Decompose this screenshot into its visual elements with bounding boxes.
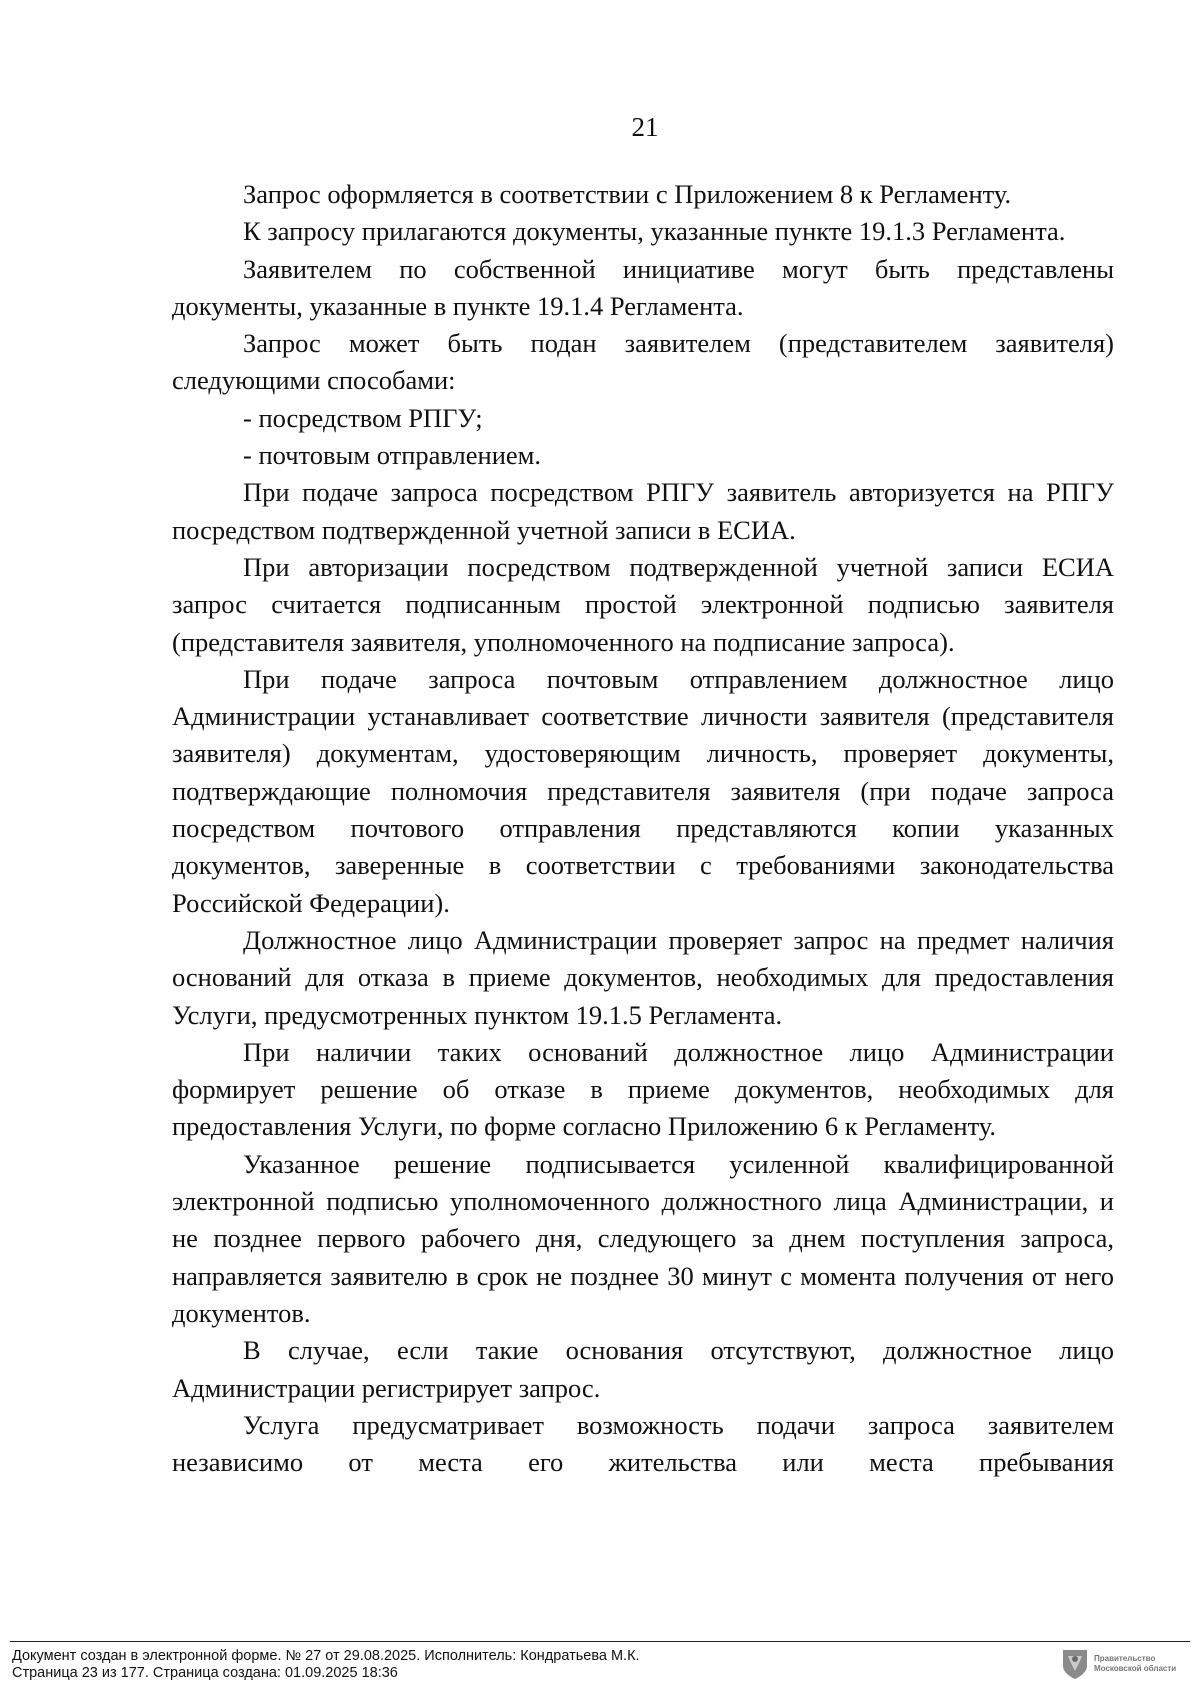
paragraph: К запросу прилагаются документы, указанные пункте 19.1.3 Регламента. xyxy=(243,216,1066,247)
document-body xyxy=(172,176,1114,1481)
paragraph: При подаче запроса почтовым отправлением должностное лицо Администрации устанавливает соответствие личности заявителя (представителя заявителя) документам, удостоверяющим личность, проверяет документы, подтверждающие полномочия представителя заявителя (при подаче запроса посредством почтового отправления представляются копии указанных документов, заверенные в соответствии с требованиями законодательства Российской Федерации). xyxy=(172,663,1114,918)
paragraph: При авторизации посредством подтвержденной учетной записи ЕСИА запрос считается подписанным простой электронной подписью заявителя (представителя заявителя, уполномоченного на подписание запроса). xyxy=(172,551,1114,657)
footer-document-info: Документ создан в электронной форме. № 27 от 29.08.2025. Исполнитель: Кондратьева М.К. xyxy=(12,1648,640,1664)
footer-page-info: Страница 23 из 177. Страница создана: 01.09.2025 18:36 xyxy=(12,1665,398,1681)
logo-line: Московской области xyxy=(1094,1664,1177,1673)
paragraph: В случае, если такие основания отсутствуют, должностное лицо Администрации регистрирует запрос. xyxy=(172,1335,1114,1403)
footer-divider xyxy=(10,1641,1190,1642)
logo-line: Правительство xyxy=(1094,1654,1156,1663)
logo-lettering xyxy=(1094,1654,1176,1674)
paragraph: Указанное решение подписывается усиленной квалифицированной электронной подписью уполномоченного должностного лица Администрации, и не позднее первого рабочего дня, следующего за днем поступления запроса, направляется заявителю в срок не позднее 30 минут с момента получения от него документов. xyxy=(172,1148,1114,1328)
list-item: - почтовым отправлением. xyxy=(243,440,542,471)
paragraph: Запрос оформляется в соответствии с Приложением 8 к Регламенту. xyxy=(243,179,1012,209)
paragraph: При подаче запроса посредством РПГУ заявитель авторизуется на РПГУ посредством подтвержденной учетной записи в ЕСИА. xyxy=(172,477,1114,545)
list-item: - посредством РПГУ; xyxy=(243,402,483,433)
page-number: 21 xyxy=(631,112,659,142)
paragraph: Услуга предусматривает возможность подачи запроса заявителем независимо от места его жительства или места пребывания xyxy=(172,1409,1114,1478)
paragraph: Заявителем по собственной инициативе могут быть представлены документы, указанные в пункте 19.1.4 Регламента. xyxy=(172,253,1114,321)
paragraph: При наличии таких оснований должностное лицо Администрации формирует решение об отказе в приеме документов, необходимых для предоставления Услуги, по форме согласно Приложению 6 к Регламенту. xyxy=(172,1036,1114,1142)
coat-of-arms-icon xyxy=(1060,1647,1090,1681)
footer-stamp xyxy=(12,1648,640,1682)
government-logo xyxy=(1060,1647,1176,1681)
paragraph: Должностное лицо Администрации проверяет запрос на предмет наличия оснований для отказа в приеме документов, необходимых для предоставления Услуги, предусмотренных пунктом 19.1.5 Регламента. xyxy=(172,924,1114,1030)
paragraph: Запрос может быть подан заявителем (представителем заявителя) следующими способами: xyxy=(172,328,1114,396)
